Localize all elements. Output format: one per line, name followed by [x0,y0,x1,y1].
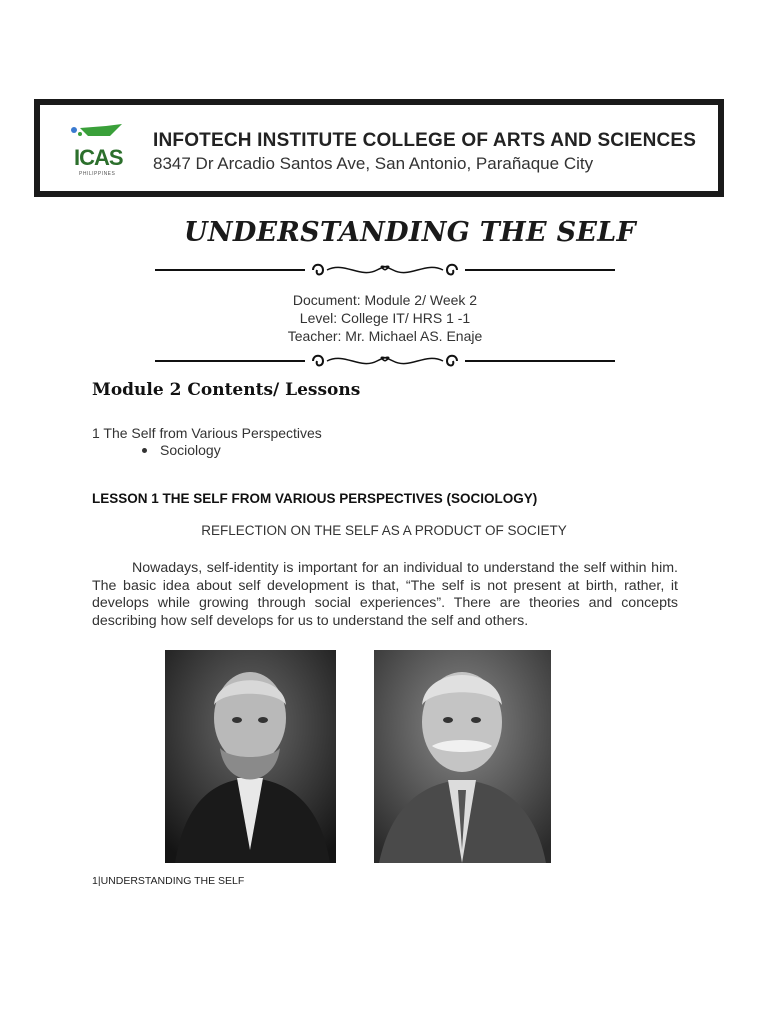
contents-subitem: Sociology [160,442,221,458]
lesson-heading: LESSON 1 THE SELF FROM VARIOUS PERSPECTIVES (SOCIOLOGY) [92,491,538,506]
lesson-paragraph: Nowadays, self-identity is important for an individual to understand the self within him. The basic idea about self development is that, “The self is not present at birth, rather, it develops while growing through social experiences”. There are theories and concepts describing how self develops for us to understand the self and others. [92,560,678,629]
module-contents-heading: Module 2 Contents/ Lessons [92,380,361,400]
ornamental-divider-bottom [155,352,615,370]
institution-name: INFOTECH INSTITUTE COLLEGE OF ARTS AND SCIENCES [153,130,697,151]
meta-document: Document: Module 2/ Week 2 [292,292,478,308]
meta-level: Level: College IT/ HRS 1 -1 [299,310,471,326]
bullet-dot-icon [142,448,147,453]
document-title: UNDERSTANDING THE SELF [184,217,636,248]
ornamental-divider-top [155,261,615,279]
meta-teacher: Teacher: Mr. Michael AS. Enaje [287,328,483,344]
page-footer: 1|UNDERSTANDING THE SELF [92,875,245,887]
logo-text: ICAS [74,145,123,170]
lesson-subheading: REFLECTION ON THE SELF AS A PRODUCT OF SOCIETY [201,523,567,538]
contents-item: 1 The Self from Various Perspectives [92,425,322,441]
portrait-photo-right [374,650,551,863]
institution-address: 8347 Dr Arcadio Santos Ave, San Antonio, Parañaque City [153,154,594,173]
logo-subtext: PHILIPPINES [79,171,116,177]
portrait-photo-left [165,650,336,863]
